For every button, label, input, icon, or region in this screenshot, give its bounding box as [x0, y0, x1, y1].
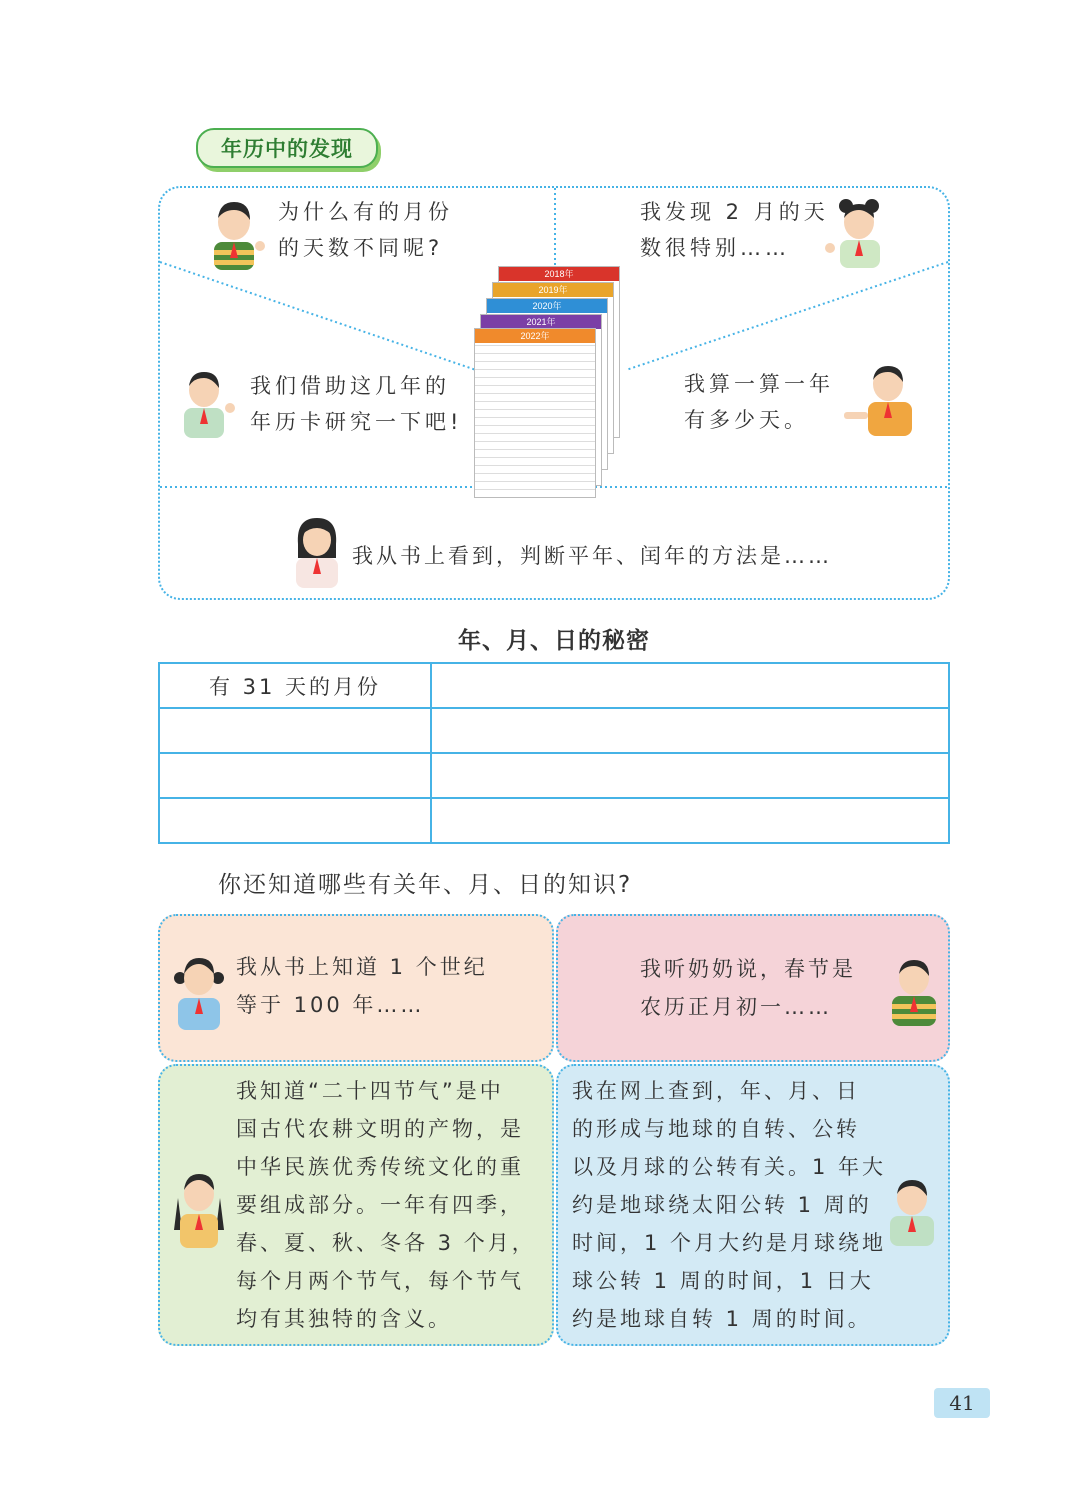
table-row	[159, 753, 949, 798]
speech-mid-right-line1: 我算一算一年	[684, 372, 834, 396]
speech-mid-left-line2: 年历卡研究一下吧!	[250, 410, 463, 434]
table-cell	[431, 708, 949, 753]
boy-waving-avatar	[172, 368, 238, 438]
speech-bottom: 我从书上看到，判断平年、闰年的方法是……	[352, 544, 832, 568]
question-text: 你还知道哪些有关年、月、日的知识?	[218, 872, 633, 898]
box-earth-line5: 时间，1 个月大约是月球绕地	[572, 1231, 887, 1255]
boy-green-avatar	[880, 1176, 942, 1248]
table-cell	[431, 663, 949, 708]
box-solar-line3: 中华民族优秀传统文化的重	[236, 1155, 524, 1179]
table-cell: 有 31 天的月份	[159, 663, 431, 708]
table-cell	[159, 798, 431, 843]
speech-top-right-line2: 数很特别……	[640, 236, 790, 260]
calendar-stack	[470, 266, 630, 498]
calendar-card-2021: 2021年	[480, 314, 602, 486]
box-solar-line7: 均有其独特的含义。	[236, 1307, 452, 1331]
box-solar-line5: 春、夏、秋、冬各 3 个月，	[236, 1231, 536, 1255]
table-row	[159, 708, 949, 753]
box-solar-line2: 国古代农耕文明的产物，是	[236, 1117, 524, 1141]
section-tag: 年历中的发现	[196, 128, 378, 168]
speech-top-left-line1: 为什么有的月份	[278, 200, 453, 224]
speech-mid-left-line1: 我们借助这几年的	[250, 374, 450, 398]
box-earth-line3: 以及月球的公转有关。1 年大	[572, 1155, 887, 1179]
boy-striped-avatar-2	[880, 956, 944, 1028]
table-title: 年、月、日的秘密	[458, 628, 650, 654]
speech-mid-right-line2: 有多少天。	[684, 408, 809, 432]
speech-top-left-line2: 的天数不同呢?	[278, 236, 444, 260]
secret-table	[158, 662, 950, 844]
box-spring-line2: 农历正月初一……	[640, 995, 832, 1019]
box-earth-line2: 的形成与地球的自转、公转	[572, 1117, 860, 1141]
calendar-card-2022: 2022年	[474, 328, 596, 498]
box-century-line1: 我从书上知道 1 个世纪	[236, 955, 488, 979]
girl-pigtails-avatar-2	[170, 1170, 228, 1250]
calendar-card-2019: 2019年	[492, 282, 614, 454]
calendar-card-2018: 2018年	[498, 266, 620, 438]
girl-reading-avatar	[288, 514, 346, 588]
box-solar-line4: 要组成部分。一年有四季，	[236, 1193, 524, 1217]
boy-striped-avatar	[204, 198, 268, 270]
box-earth-line7: 约是地球自转 1 周的时间。	[572, 1307, 872, 1331]
box-solar-line6: 每个月两个节气，每个节气	[236, 1269, 524, 1293]
table-cell	[431, 798, 949, 843]
girl-pigtails-avatar	[170, 954, 228, 1032]
box-earth-line6: 球公转 1 周的时间，1 日大	[572, 1269, 874, 1293]
table-cell	[159, 753, 431, 798]
page-number: 41	[934, 1388, 990, 1418]
speech-top-right-line1: 我发现 2 月的天	[640, 200, 829, 224]
box-century-line2: 等于 100 年……	[236, 993, 425, 1017]
table-cell	[431, 753, 949, 798]
boy-orange-avatar	[840, 362, 920, 438]
table-cell	[159, 708, 431, 753]
calendar-card-2020: 2020年	[486, 298, 608, 470]
girl-buns-avatar	[822, 196, 894, 268]
table-row	[159, 798, 949, 843]
table-row	[159, 663, 949, 708]
box-earth-line4: 约是地球绕太阳公转 1 周的	[572, 1193, 872, 1217]
box-spring-line1: 我听奶奶说，春节是	[640, 957, 856, 981]
box-earth-line1: 我在网上查到，年、月、日	[572, 1079, 860, 1103]
box-solar-line1: 我知道“二十四节气”是中	[236, 1079, 504, 1103]
